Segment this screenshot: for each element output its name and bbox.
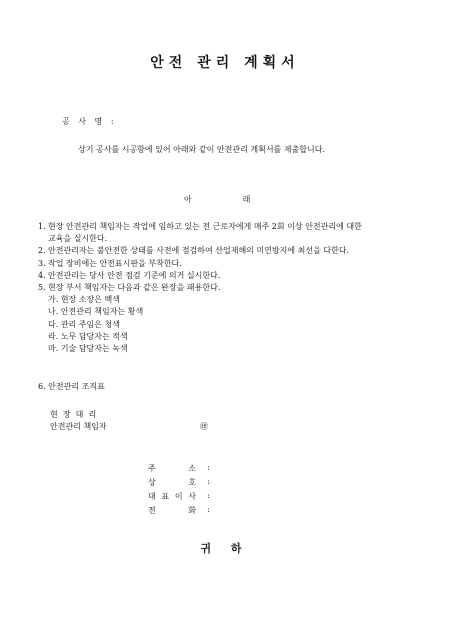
item-number: 1. <box>38 222 46 231</box>
item-text: 현장 안전관리 책임자는 작업에 임하고 있는 전 근로자에게 매주 2회 이상 안전관리에 대한 <box>48 222 362 231</box>
below-label: 아 래 <box>184 195 251 204</box>
info-row-company <box>148 477 210 488</box>
closing-addressee: 귀 하 <box>200 542 250 555</box>
info-label: 상 호 <box>148 478 196 487</box>
armband-item: 다. 관리 주임은 청색 <box>48 319 120 329</box>
armband-item: 가. 현장 소장은 백색 <box>48 295 120 305</box>
item-number: 2. <box>38 246 46 256</box>
seal-mark: ㊞ <box>200 422 208 431</box>
item-number: 5. <box>38 283 46 293</box>
item-number: 3. <box>38 258 46 268</box>
item-text: 작업 장비에는 안전표시판을 부착한다. <box>48 258 182 268</box>
org-chart-heading: 6. 안전관리 조직표 <box>38 382 105 391</box>
info-colon: : <box>207 505 210 514</box>
item-text: 현장 부서 책임자는 다음과 같은 완장을 패용한다. <box>48 283 221 293</box>
armband-item: 라. 노무 담당자는 적색 <box>48 331 128 341</box>
list-item <box>38 282 428 294</box>
item-continuation: 교육을 실시한다. <box>48 234 108 244</box>
safety-manager-label: 안전관리 책임자 <box>50 422 107 431</box>
list-item <box>38 258 428 270</box>
info-label: 주 소 <box>148 464 196 473</box>
list-item <box>38 221 428 233</box>
list-item <box>38 245 428 257</box>
project-name-label: 공 사 명 : <box>62 117 114 126</box>
page-title: 안전 관리 계획서 <box>150 55 300 71</box>
info-label: 대 표 이 사 <box>148 492 196 501</box>
info-row-ceo <box>148 491 210 502</box>
info-colon: : <box>207 491 210 500</box>
info-colon: : <box>207 477 210 486</box>
intro-paragraph: 상기 공사를 시공함에 있어 아래와 같이 안전관리 계획서를 제출합니다. <box>78 145 325 154</box>
info-row-phone <box>148 505 210 516</box>
info-label: 전 화 <box>148 506 196 515</box>
item-text: 안전관리는 당사 안전 점검 기준에 의거 실시한다. <box>48 270 221 280</box>
info-row-address <box>148 463 210 474</box>
list-item <box>38 270 428 282</box>
armband-item: 마. 기술 담당자는 녹색 <box>48 344 128 354</box>
site-representative-label: 현 장 대 리 <box>50 410 97 419</box>
item-text: 안전관리자는 불안전한 상태를 사전에 점검하여 산업재해의 미연방지에 최선을 다한다. <box>48 246 350 256</box>
info-colon: : <box>207 463 210 472</box>
item-number: 4. <box>38 270 46 280</box>
rules-list <box>38 221 428 355</box>
armband-item: 나. 안전관리 책임자는 황색 <box>48 307 144 317</box>
